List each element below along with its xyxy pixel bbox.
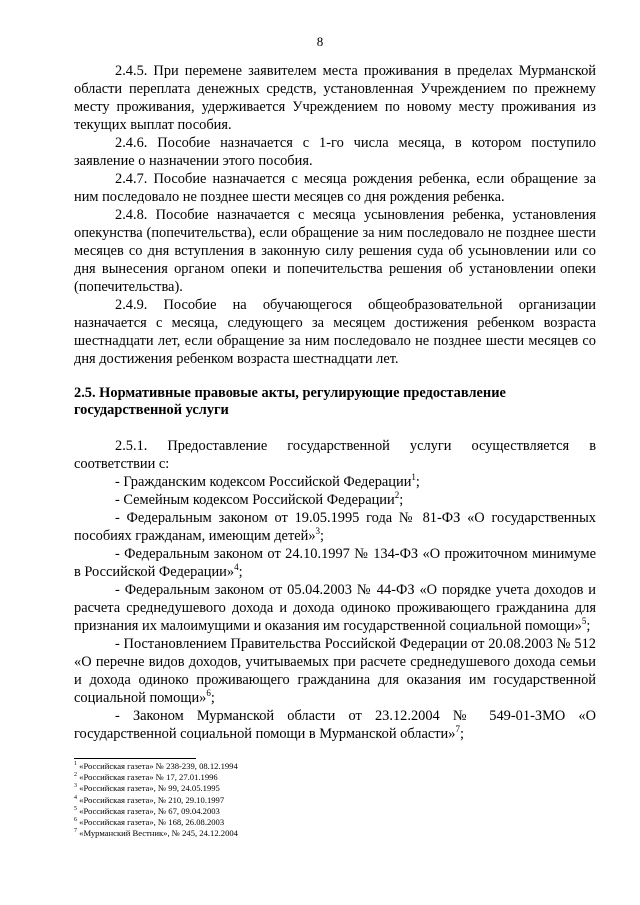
footnote xyxy=(74,817,596,828)
footnote xyxy=(74,828,596,839)
footnote-ref: 4 xyxy=(234,562,239,573)
document-body xyxy=(74,62,596,743)
footnote-ref: 7 xyxy=(455,724,460,735)
act-item xyxy=(74,581,596,635)
act-item xyxy=(74,473,596,491)
act-item xyxy=(74,635,596,707)
act-text: - Гражданским кодексом Российской Федерации xyxy=(115,474,412,490)
footnote xyxy=(74,783,596,794)
act-text: - Семейным кодексом Российской Федерации xyxy=(115,492,395,508)
footnote-ref: 1 xyxy=(411,472,416,483)
footnote-text: «Российская газета», № 168, 26.08.2003 xyxy=(79,817,225,828)
footnote xyxy=(74,806,596,817)
footnote-number: 7 xyxy=(74,828,77,835)
paragraph-2-4-9: 2.4.9. Пособие на обучающегося общеобразовательной организации назначается с месяца, следующего за месяцем достижения ребенком возраста шестнадцати лет, если обращение за ним последовало не позднее шести месяцев со дня достижения ребенком возраста шестнадцати лет. xyxy=(74,297,596,367)
act-punct: ; xyxy=(586,618,591,634)
page-number: 8 xyxy=(316,34,324,49)
act-punct: ; xyxy=(399,492,404,508)
act-text: - Федеральным законом от 24.10.1997 № 134-ФЗ «О прожиточном минимуме в Российской Федерации» xyxy=(74,546,596,580)
footnote xyxy=(74,772,596,783)
footnote-text: «Российская газета», № 99, 24.05.1995 xyxy=(79,783,220,794)
footnote-text: «Российская газета», № 67, 09.04.2003 xyxy=(79,805,220,816)
act-text: - Федеральным законом от 05.04.2003 № 44-ФЗ «О порядке учета доходов и расчета среднедушевого дохода и дохода одиноко проживающего гражданина для признания их малоимущими и оказания им государственной социальной помощи» xyxy=(74,582,596,634)
act-text: - Федеральным законом от 19.05.1995 года № 81-ФЗ «О государственных пособиях гражданам, имеющим детей» xyxy=(74,510,596,544)
paragraph-2-4-7: 2.4.7. Пособие назначается с месяца рождения ребенка, если обращение за ним последовало не позднее шести месяцев со дня рождения ребенка. xyxy=(74,171,596,205)
footnote-number: 3 xyxy=(74,783,77,790)
act-item xyxy=(74,491,596,509)
footnote-text: «Российская газета» № 238-239, 08.12.1994 xyxy=(79,761,238,771)
footnote-text: «Российская газета» № 17, 27.01.1996 xyxy=(79,772,218,783)
act-text: - Законом Мурманской области от 23.12.2004 № 549-01-ЗМО «О государственной социальной помощи в Мурманской области» xyxy=(74,708,596,742)
paragraph-2-4-6: 2.4.6. Пособие назначается с 1-го числа месяца, в котором поступило заявление о назначении этого пособия. xyxy=(74,135,596,169)
footnote xyxy=(74,761,596,772)
act-punct: ; xyxy=(210,690,215,706)
section-heading-2-5 xyxy=(74,385,596,419)
act-punct: ; xyxy=(459,726,464,742)
footnote-number: 5 xyxy=(74,805,77,812)
footnote-divider xyxy=(74,758,196,759)
footnote xyxy=(74,795,596,806)
footnote-ref: 2 xyxy=(394,490,400,501)
paragraph-2-4-8: 2.4.8. Пособие назначается с месяца усыновления ребенка, установления опекунства (попечительства), если обращение за ним последовало не позднее шести месяцев со дня вступления в законную силу решения суда об усыновлении или со дня вынесения органом опеки и попечительства решения об установлении опеки (попечительства). xyxy=(74,207,596,295)
act-item xyxy=(74,509,596,545)
footnote-number: 1 xyxy=(74,761,77,768)
act-item xyxy=(74,707,596,743)
heading-line-1: 2.5. Нормативные правовые акты, регулирующие предоставление xyxy=(74,385,506,401)
paragraph-2-5-1: 2.5.1. Предоставление государственной услуги осуществляется в соответствии с: xyxy=(74,438,596,472)
footnotes xyxy=(74,761,596,839)
footnote-ref: 5 xyxy=(581,616,587,627)
footnote-text: «Мурманский Вестник», № 245, 24.12.2004 xyxy=(79,828,238,839)
footnote-ref: 6 xyxy=(206,688,211,699)
act-item xyxy=(74,545,596,581)
footnote-number: 6 xyxy=(74,817,77,824)
act-punct: ; xyxy=(415,474,420,490)
footnote-number: 4 xyxy=(74,794,77,801)
act-text: - Постановлением Правительства Российской Федерации от 20.08.2003 № 512 «О перечне видов доходов, учитываемых при расчете среднедушевого дохода семьи и дохода одиноко проживающего гражданина для оказания им государственной социальной помощи» xyxy=(74,636,596,706)
paragraph-2-4-5: 2.4.5. При перемене заявителем места проживания в пределах Мурманской области переплата денежных средств, установленная Учреждением по прежнему месту проживания, удерживается Учреждением по новому месту проживания из текущих выплат пособия. xyxy=(74,63,596,133)
footnote-ref: 3 xyxy=(315,526,321,537)
footnote-text: «Российская газета», № 210, 29.10.1997 xyxy=(79,794,225,805)
act-punct: ; xyxy=(320,528,325,544)
act-punct: ; xyxy=(238,564,243,580)
footnote-number: 2 xyxy=(74,772,77,779)
heading-line-2: государственной услуги xyxy=(74,402,229,418)
